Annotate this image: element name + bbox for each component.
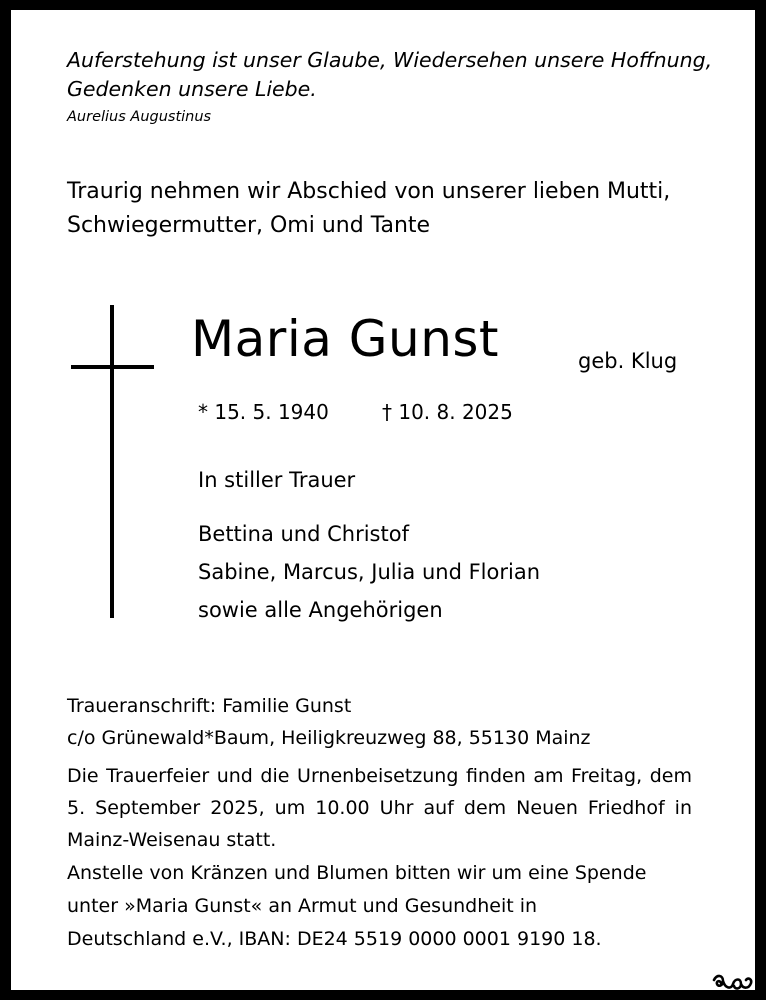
mourner-line: Sabine, Marcus, Julia und Florian	[198, 560, 540, 584]
mourners-list	[198, 515, 540, 629]
mourner-line: Bettina und Christof	[198, 522, 409, 546]
donation-line: unter »Maria Gunst« an Armut und Gesundheit in	[67, 895, 538, 917]
ceremony-info: Die Trauerfeier und die Urnenbeisetzung finden am Freitag, dem 5. September 2025, um 10.00 Uhr auf dem Neuen Friedhof in Mainz-Weisenau statt.	[67, 765, 692, 851]
mourning-label: In stiller Trauer	[198, 468, 356, 492]
donation-info	[67, 857, 646, 956]
quote-line: Auferstehung ist unser Glaube, Wiedersehen unsere Hoffnung,	[67, 48, 713, 72]
maiden-name: geb. Klug	[578, 349, 678, 373]
donation-line: Deutschland e.V., IBAN: DE24 5519 0000 0001 9190 18.	[67, 928, 602, 950]
death-date: † 10. 8. 2025	[382, 400, 513, 424]
intro-text	[67, 175, 670, 243]
quote-author: Aurelius Augustinus	[67, 109, 212, 125]
intro-line: Traurig nehmen wir Abschied von unserer lieben Mutti,	[67, 179, 671, 204]
birth-date: * 15. 5. 1940	[198, 400, 329, 424]
quote	[67, 46, 712, 104]
quote-line: Gedenken unsere Liebe.	[67, 77, 317, 101]
ornament-logo-icon	[711, 972, 753, 994]
mourning-address	[67, 690, 591, 754]
deceased-name: Maria Gunst	[191, 310, 500, 368]
mourner-line: sowie alle Angehörigen	[198, 598, 443, 622]
obituary-notice	[11, 10, 755, 990]
donation-line: Anstelle von Kränzen und Blumen bitten wir um eine Spende	[67, 862, 647, 884]
address-line: Traueranschrift: Familie Gunst	[67, 695, 352, 717]
intro-line: Schwiegermutter, Omi und Tante	[67, 213, 431, 238]
cross-icon-bar	[71, 365, 154, 369]
cross-icon	[110, 305, 114, 618]
address-line: c/o Grünewald*Baum, Heiligkreuzweg 88, 55130 Mainz	[67, 727, 591, 749]
